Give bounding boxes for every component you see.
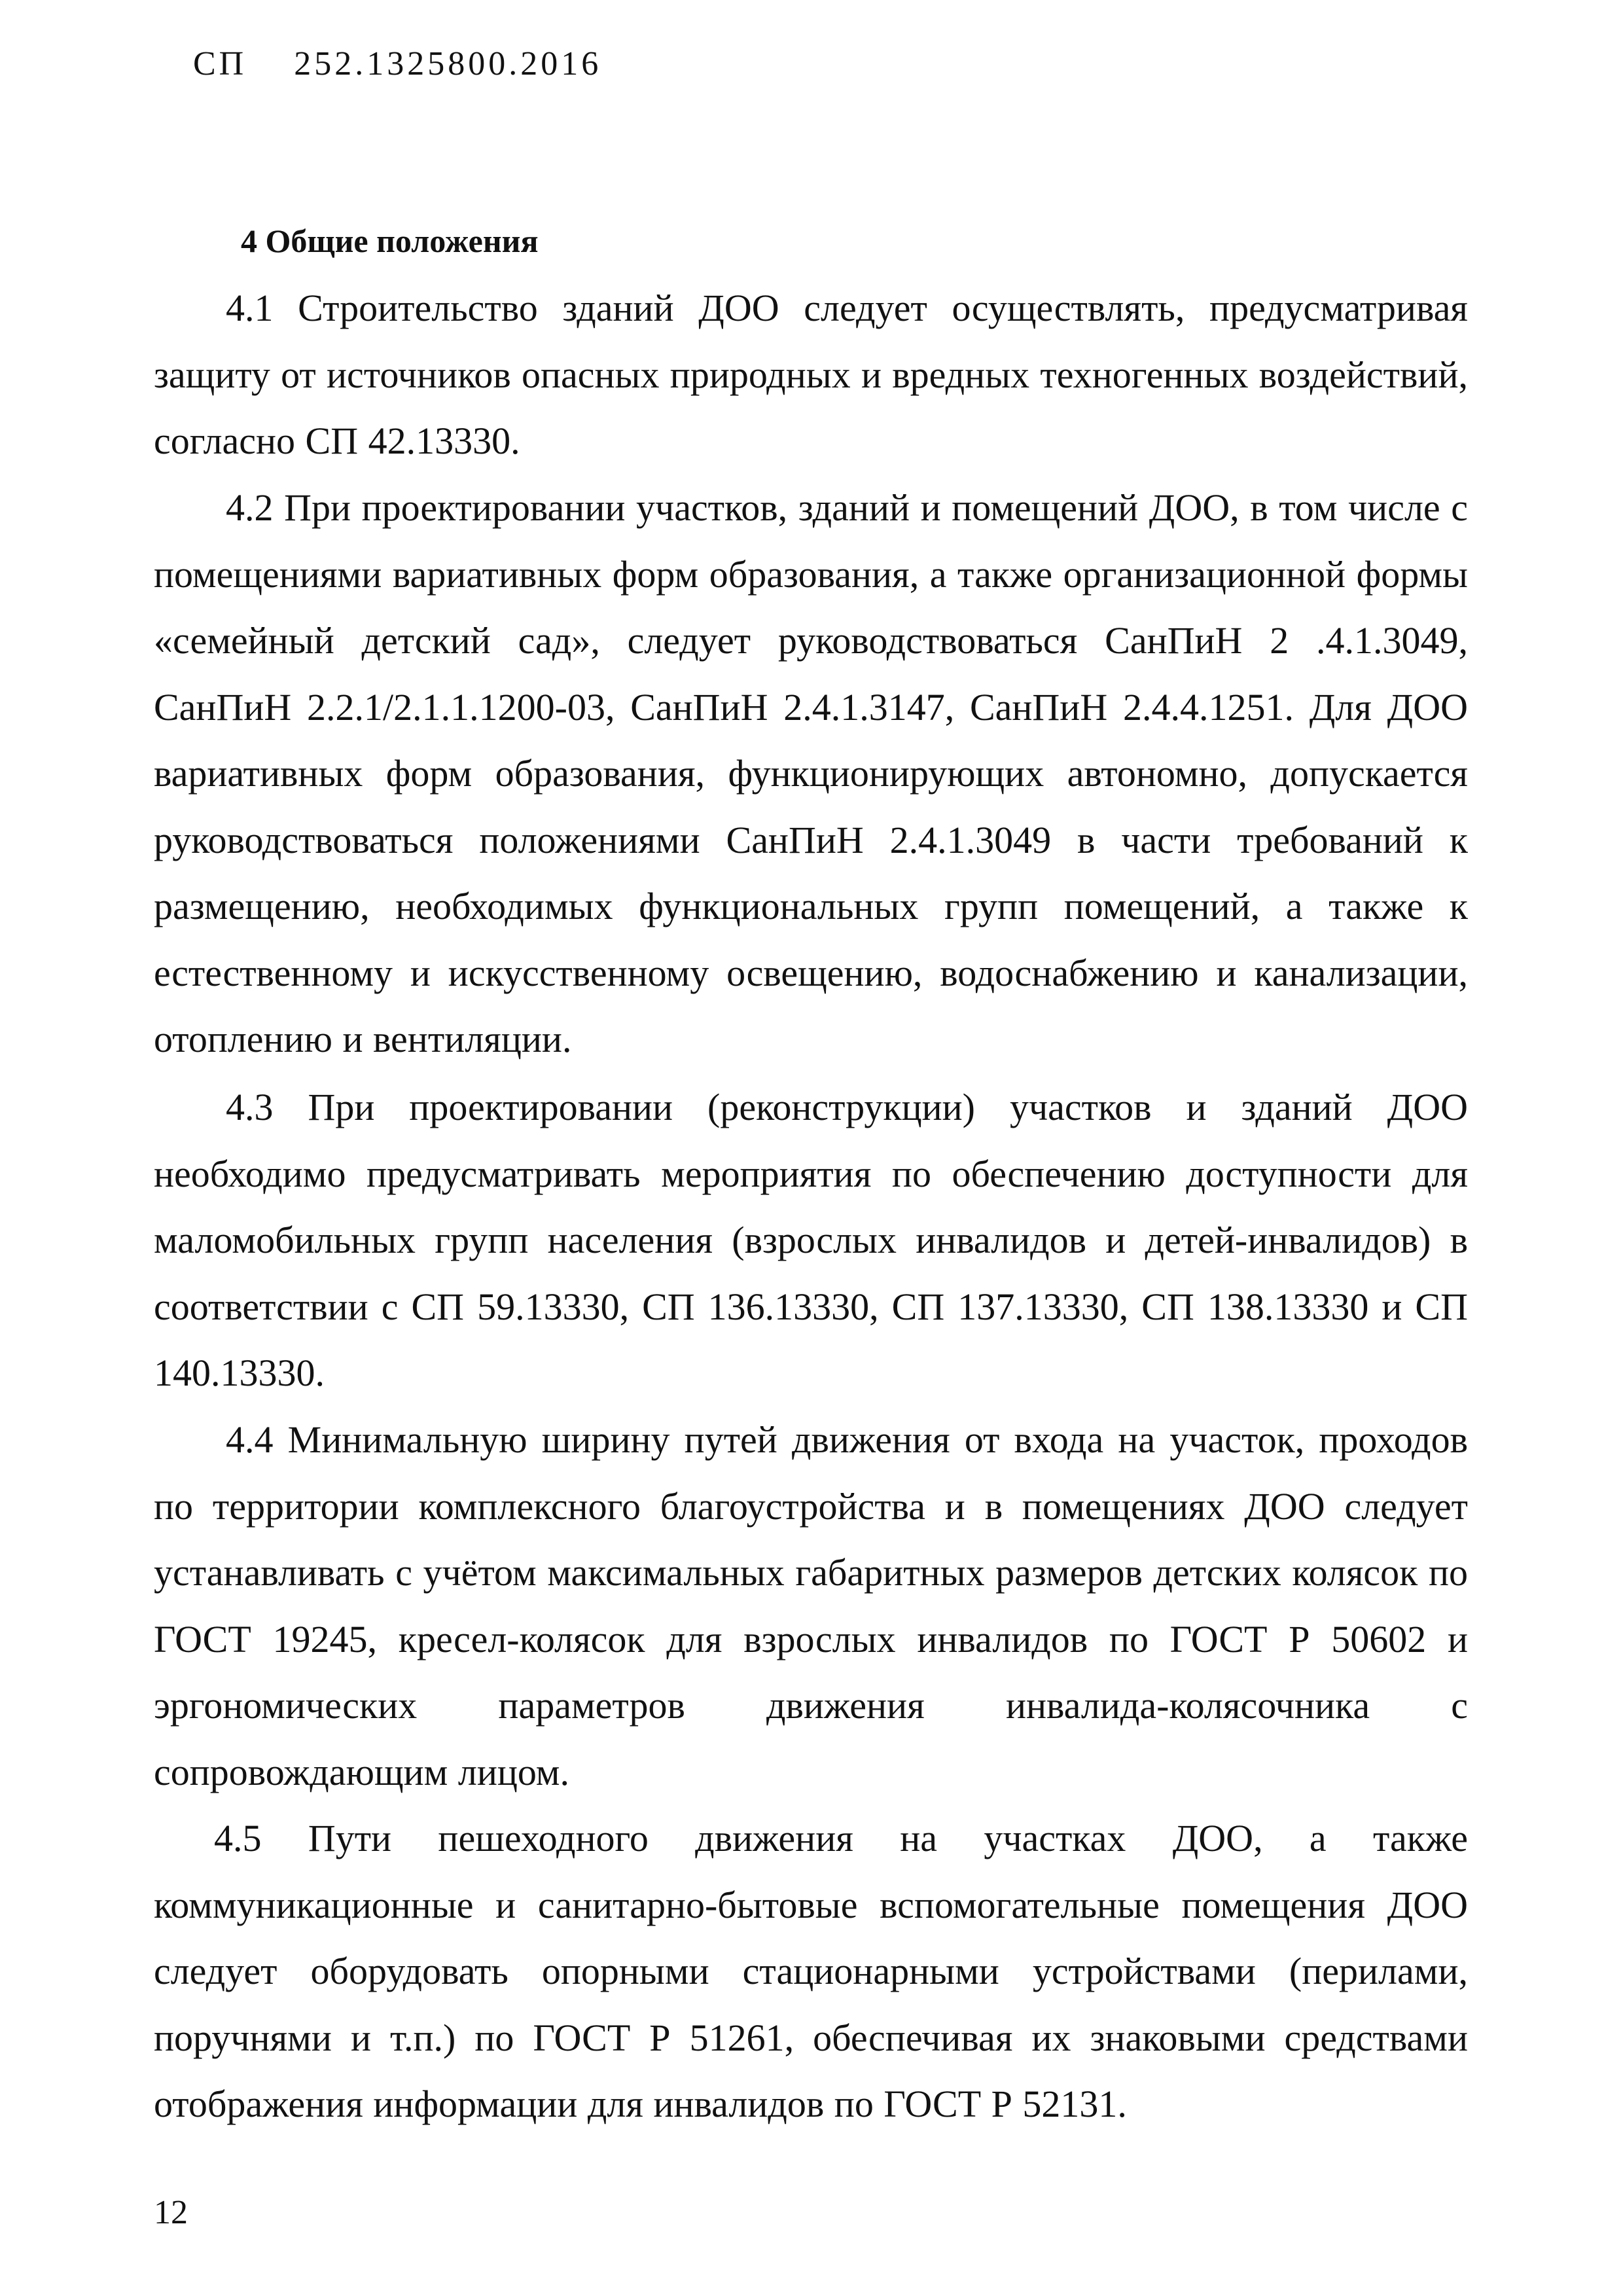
paragraph-4-1: 4.1 Строительство зданий ДОО следует осуществлять, предусматривая защиту от источников опасных природных и вредных техногенных воздействий, согласно СП 42.13330. <box>154 287 1468 462</box>
standard-prefix: СП <box>193 45 247 82</box>
section-title: 4 Общие положения <box>241 223 539 259</box>
paragraph-4-4: 4.4 Минимальную ширину путей движения от входа на участок, проходов по территории комплексного благоустройства и в помещениях ДОО следует устанавливать с учётом максимальных габаритных размеров детских колясок по ГОСТ 19245, кресел-колясок для взрослых инвалидов по ГОСТ Р 50602 и эргономических параметров движения инвалида-колясочника с сопровождающим лицом. <box>154 1418 1468 1793</box>
page-number: 12 <box>154 2194 188 2231</box>
paragraph-4-2: 4.2 При проектировании участков, зданий и помещений ДОО, в том числе с помещениями вариативных форм образования, а также организационной формы «семейный детский сад», следует руководствоваться СанПиН 2 .4.1.3049, СанПиН 2.2.1/2.1.1.1200-03, СанПиН 2.4.1.3147, СанПиН 2.4.4.1251. Для ДОО вариативных форм образования, функционирующих автономно, допускается руководствоваться положениями СанПиН 2.4.1.3049 в части требований к размещению, необходимых функциональных групп помещений, а также к естественному и искусственному освещению, водоснабжению и канализации, отоплению и вентиляции. <box>154 486 1468 1060</box>
page-header <box>193 41 601 88</box>
paragraph-4-5: 4.5 Пути пешеходного движения на участках ДОО, а также коммуникационные и санитарно-бытовые вспомогательные помещения ДОО следует оборудовать опорными стационарными устройствами (перилами, поручнями и т.п.) по ГОСТ Р 51261, обеспечивая их знаковыми средствами отображения информации для инвалидов по ГОСТ Р 52131. <box>154 1817 1468 2125</box>
standard-code: 252.1325800.2016 <box>294 45 602 82</box>
paragraph-4-3: 4.3 При проектировании (реконструкции) участков и зданий ДОО необходимо предусматривать мероприятия по обеспечению доступности для маломобильных групп населения (взрослых инвалидов и детей-инвалидов) в соответствии с СП 59.13330, СП 136.13330, СП 137.13330, СП 138.13330 и СП 140.13330. <box>154 1086 1468 1394</box>
